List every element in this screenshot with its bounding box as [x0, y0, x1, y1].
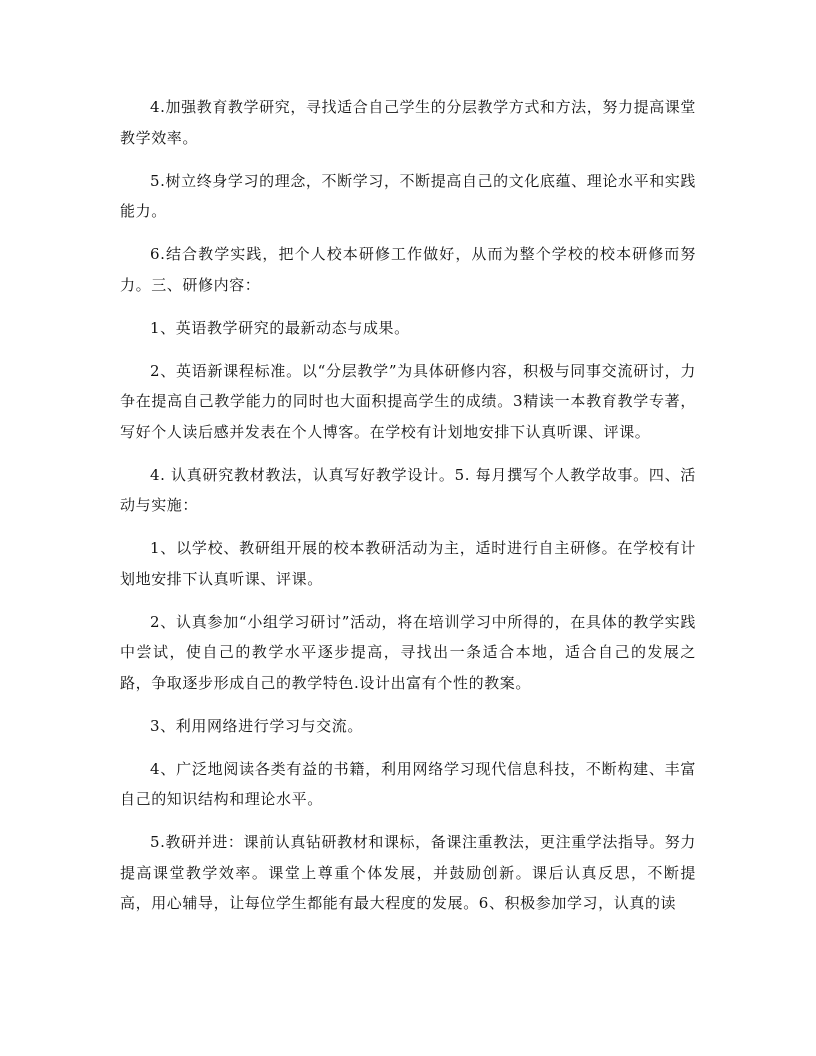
paragraph-goal-4: 4.加强教育教学研究，寻找适合自己学生的分层教学方式和方法，努力提高课堂教学效率。 — [120, 98, 696, 147]
paragraph-goal-6: 6.结合教学实践，把个人校本研修工作做好，从而为整个学校的校本研修而努力。三、研修内容： — [120, 245, 696, 294]
paragraph-goal-5: 5.树立终身学习的理念，不断学习，不断提高自己的文化底蕴、理论水平和实践能力。 — [120, 171, 696, 220]
paragraph-activity-3: 3、利用网络进行学习与交流。 — [150, 716, 363, 735]
paragraph-content-1: 1、英语教学研究的最新动态与成果。 — [150, 318, 410, 337]
paragraph-activity-5: 5.教研并进：课前认真钻研教材和课标，备课注重教法，更注重学法指导。努力提高课堂教学效率。课堂上尊重个体发展，并鼓励创新。课后认真反思，不断提高，用心辅导，让每位学生都能有最大程度的发展。6、积极参加学习，认真的读 — [120, 833, 696, 912]
paragraph-activity-4: 4、广泛地阅读各类有益的书籍，利用网络学习现代信息科技，不断构建、丰富自己的知识结构和理论水平。 — [120, 759, 696, 808]
paragraph-activity-1: 1、以学校、教研组开展的校本教研活动为主，适时进行自主研修。在学校有计划地安排下认真听课、评课。 — [120, 539, 696, 588]
paragraph-activity-2: 2、认真参加“小组学习研讨”活动，将在培训学习中所得的，在具体的教学实践中尝试，使自己的教学水平逐步提高，寻找出一条适合本地，适合自己的发展之路，争取逐步形成自己的教学特色.设计出富有个性的教案。 — [120, 612, 696, 692]
document-body — [120, 92, 696, 931]
paragraph-content-4: 4. 认真研究教材教法，认真写好教学设计。5. 每月撰写个人教学故事。四、活动与实施： — [120, 465, 696, 514]
paragraph-content-2: 2、英语新课程标准。以“分层教学”为具体研修内容，积极与同事交流研讨，力争在提高自己教学能力的同时也大面积提高学生的成绩。3精读一本教育教学专著，写好个人读后感并发表在个人博客。在学校有计划地安排下认真听课、评课。 — [120, 361, 696, 441]
